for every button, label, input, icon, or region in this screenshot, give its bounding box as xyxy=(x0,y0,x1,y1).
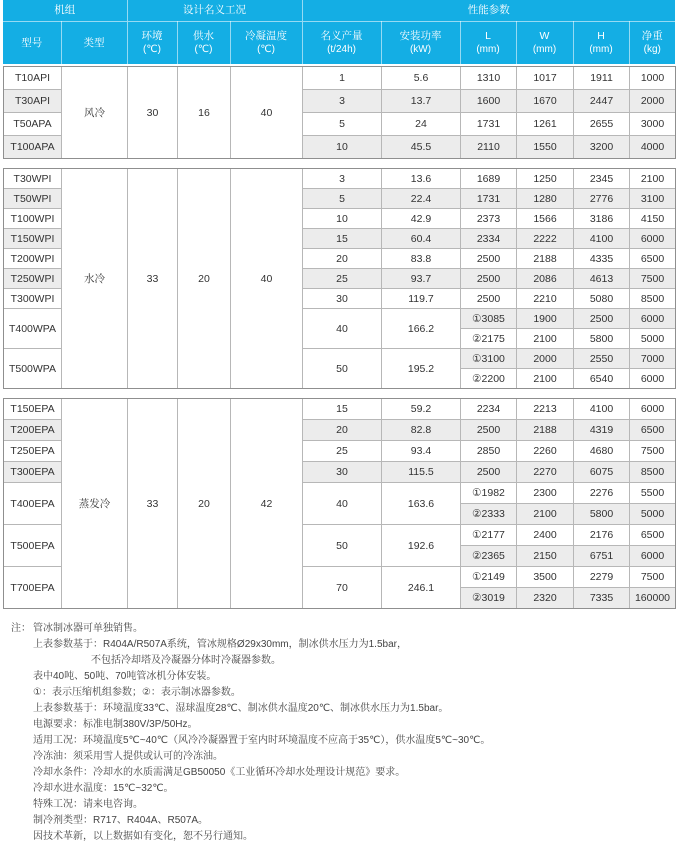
capacity-cell: 70 xyxy=(303,567,382,609)
note-text: 因技术革新，以上数据如有变化，恕不另行通知。 xyxy=(33,831,253,842)
spec-section-table xyxy=(3,168,676,389)
column-header-label: L xyxy=(485,30,491,43)
column-header xyxy=(302,22,381,65)
note-text: 上表参数基于：环境温度33℃、湿球温度28℃、制冰供水温度20℃、制冰供水压力为1.5bar。 xyxy=(33,703,449,714)
model-cell: T400WPA xyxy=(4,309,62,349)
model-cell: T30WPI xyxy=(4,169,62,189)
table-row xyxy=(4,399,676,420)
power-cell: 24 xyxy=(382,113,461,136)
note-line xyxy=(11,717,675,733)
note-text: 管冰制冰器可单独销售。 xyxy=(33,623,143,634)
type-cell: 风冷 xyxy=(62,67,128,159)
net-weight-cell: 7500 xyxy=(630,567,676,588)
net-weight-cell: 2000 xyxy=(630,90,676,113)
net-weight-cell: 5000 xyxy=(630,329,676,349)
height-cell: 4100 xyxy=(574,229,630,249)
supply-water-temp-cell: 16 xyxy=(178,67,231,159)
net-weight-cell: 160000 xyxy=(630,588,676,609)
net-weight-cell: 6500 xyxy=(630,420,676,441)
header-group-cell: 性能参数 xyxy=(302,0,675,22)
model-cell: T500EPA xyxy=(4,525,62,567)
width-cell: 2222 xyxy=(517,229,574,249)
power-cell: 119.7 xyxy=(382,289,461,309)
width-cell: 2086 xyxy=(517,269,574,289)
model-cell: T100APA xyxy=(4,136,62,159)
column-header-label: 冷凝温度 xyxy=(245,30,287,43)
power-cell: 192.6 xyxy=(382,525,461,567)
capacity-cell: 5 xyxy=(303,113,382,136)
net-weight-cell: 6000 xyxy=(630,309,676,329)
power-cell: 93.4 xyxy=(382,441,461,462)
column-header xyxy=(3,22,61,65)
model-cell: T30API xyxy=(4,90,62,113)
header-group-cell: 机组 xyxy=(3,0,127,22)
net-weight-cell: 4000 xyxy=(630,136,676,159)
column-header xyxy=(61,22,127,65)
column-header-unit: (kW) xyxy=(409,44,432,56)
height-cell: 2276 xyxy=(574,483,630,504)
height-cell: 6540 xyxy=(574,369,630,389)
length-cell: ①1982 xyxy=(461,483,517,504)
capacity-cell: 10 xyxy=(303,136,382,159)
model-cell: T150WPI xyxy=(4,229,62,249)
length-cell: 2334 xyxy=(461,229,517,249)
column-header-unit: (kg) xyxy=(643,44,661,56)
length-cell: ①3085 xyxy=(461,309,517,329)
net-weight-cell: 6000 xyxy=(630,369,676,389)
note-text: 制冷剂类型：R717、R404A、R507A。 xyxy=(33,815,209,826)
note-prefix-label: 注： xyxy=(11,623,31,634)
length-cell: ②3019 xyxy=(461,588,517,609)
height-cell: 2345 xyxy=(574,169,630,189)
length-cell: ①2149 xyxy=(461,567,517,588)
power-cell: 59.2 xyxy=(382,399,461,420)
width-cell: 2260 xyxy=(517,441,574,462)
column-header xyxy=(127,22,177,65)
column-header-label: W xyxy=(539,30,550,43)
column-header-unit: (t/24h) xyxy=(327,44,356,56)
length-cell: ②2365 xyxy=(461,546,517,567)
length-cell: 2500 xyxy=(461,462,517,483)
width-cell: 2188 xyxy=(517,249,574,269)
spec-section-table xyxy=(3,398,676,609)
column-header-unit: (℃) xyxy=(257,44,275,56)
model-cell: T150EPA xyxy=(4,399,62,420)
capacity-cell: 40 xyxy=(303,483,382,525)
net-weight-cell: 3000 xyxy=(630,113,676,136)
width-cell: 1250 xyxy=(517,169,574,189)
power-cell: 83.8 xyxy=(382,249,461,269)
length-cell: ①2177 xyxy=(461,525,517,546)
net-weight-cell: 5500 xyxy=(630,483,676,504)
spec-table-sections xyxy=(3,66,675,609)
column-header-label: 净重 xyxy=(641,30,663,43)
note-text: 上表参数基于：R404A/R507A系统，管冰规格Ø29x30mm，制冰供水压力为1.5bar， xyxy=(33,639,407,650)
net-weight-cell: 6000 xyxy=(630,399,676,420)
height-cell: 5800 xyxy=(574,504,630,525)
height-cell: 5800 xyxy=(574,329,630,349)
width-cell: 2100 xyxy=(517,329,574,349)
capacity-cell: 25 xyxy=(303,269,382,289)
note-text: 电源要求：标准电制380V/3P/50Hz。 xyxy=(33,719,198,730)
length-cell: 2500 xyxy=(461,269,517,289)
capacity-cell: 50 xyxy=(303,349,382,389)
width-cell: 2150 xyxy=(517,546,574,567)
net-weight-cell: 3100 xyxy=(630,189,676,209)
height-cell: 6751 xyxy=(574,546,630,567)
note-text: 表中40吨、50吨、70吨管冰机分体安装。 xyxy=(33,671,217,682)
length-cell: 1731 xyxy=(461,113,517,136)
capacity-cell: 3 xyxy=(303,169,382,189)
height-cell: 7335 xyxy=(574,588,630,609)
width-cell: 2188 xyxy=(517,420,574,441)
model-cell: T200EPA xyxy=(4,420,62,441)
net-weight-cell: 1000 xyxy=(630,67,676,90)
net-weight-cell: 8500 xyxy=(630,289,676,309)
power-cell: 246.1 xyxy=(382,567,461,609)
model-cell: T400EPA xyxy=(4,483,62,525)
column-header-label: H xyxy=(597,30,605,43)
length-cell: 2500 xyxy=(461,249,517,269)
model-cell: T10API xyxy=(4,67,62,90)
type-cell: 水冷 xyxy=(62,169,128,389)
ambient-temp-cell: 33 xyxy=(128,169,178,389)
length-cell: 1731 xyxy=(461,189,517,209)
model-cell: T50WPI xyxy=(4,189,62,209)
header-group-cell: 设计名义工况 xyxy=(127,0,302,22)
power-cell: 5.6 xyxy=(382,67,461,90)
note-line xyxy=(11,765,675,781)
length-cell: ②2175 xyxy=(461,329,517,349)
footnotes xyxy=(3,621,675,845)
length-cell: ②2333 xyxy=(461,504,517,525)
column-header xyxy=(573,22,629,65)
net-weight-cell: 6000 xyxy=(630,546,676,567)
length-cell: 2234 xyxy=(461,399,517,420)
note-line xyxy=(11,621,675,637)
power-cell: 45.5 xyxy=(382,136,461,159)
condensing-temp-cell: 40 xyxy=(231,67,303,159)
width-cell: 1566 xyxy=(517,209,574,229)
height-cell: 2447 xyxy=(574,90,630,113)
width-cell: 2213 xyxy=(517,399,574,420)
column-header-label: 供水 xyxy=(193,30,214,43)
power-cell: 93.7 xyxy=(382,269,461,289)
model-cell: T50APA xyxy=(4,113,62,136)
note-text: 特殊工况：请来电咨询。 xyxy=(33,799,143,810)
column-header xyxy=(460,22,516,65)
capacity-cell: 1 xyxy=(303,67,382,90)
note-line xyxy=(11,637,675,653)
width-cell: 1900 xyxy=(517,309,574,329)
net-weight-cell: 5000 xyxy=(630,504,676,525)
width-cell: 1261 xyxy=(517,113,574,136)
width-cell: 2300 xyxy=(517,483,574,504)
column-header-label: 类型 xyxy=(83,36,105,49)
net-weight-cell: 6000 xyxy=(630,229,676,249)
note-text: ①：表示压缩机组参数；②：表示制冰器参数。 xyxy=(33,687,241,698)
model-cell: T700EPA xyxy=(4,567,62,609)
capacity-cell: 25 xyxy=(303,441,382,462)
column-header-label: 名义产量 xyxy=(320,30,363,43)
net-weight-cell: 4150 xyxy=(630,209,676,229)
capacity-cell: 40 xyxy=(303,309,382,349)
model-cell: T300WPI xyxy=(4,289,62,309)
width-cell: 2000 xyxy=(517,349,574,369)
column-header-label: 环境 xyxy=(141,30,163,43)
net-weight-cell: 2100 xyxy=(630,169,676,189)
capacity-cell: 30 xyxy=(303,462,382,483)
condensing-temp-cell: 40 xyxy=(231,169,303,389)
condensing-temp-cell: 42 xyxy=(231,399,303,609)
note-line xyxy=(11,813,675,829)
height-cell: 4100 xyxy=(574,399,630,420)
capacity-cell: 20 xyxy=(303,420,382,441)
net-weight-cell: 7000 xyxy=(630,349,676,369)
header-group-row xyxy=(3,0,675,22)
height-cell: 4319 xyxy=(574,420,630,441)
net-weight-cell: 6500 xyxy=(630,249,676,269)
ambient-temp-cell: 33 xyxy=(128,399,178,609)
column-header-unit: (mm) xyxy=(589,44,613,56)
width-cell: 2400 xyxy=(517,525,574,546)
length-cell: 1600 xyxy=(461,90,517,113)
height-cell: 4335 xyxy=(574,249,630,269)
net-weight-cell: 7500 xyxy=(630,269,676,289)
table-row xyxy=(4,169,676,189)
note-line xyxy=(11,653,675,669)
note-line xyxy=(11,797,675,813)
note-line xyxy=(11,829,675,845)
note-line xyxy=(11,749,675,765)
length-cell: 1310 xyxy=(461,67,517,90)
power-cell: 166.2 xyxy=(382,309,461,349)
supply-water-temp-cell: 20 xyxy=(178,169,231,389)
spec-section-table xyxy=(3,66,676,159)
power-cell: 22.4 xyxy=(382,189,461,209)
capacity-cell: 15 xyxy=(303,399,382,420)
column-header xyxy=(230,22,302,65)
model-cell: T100WPI xyxy=(4,209,62,229)
width-cell: 2270 xyxy=(517,462,574,483)
supply-water-temp-cell: 20 xyxy=(178,399,231,609)
model-cell: T250EPA xyxy=(4,441,62,462)
width-cell: 3500 xyxy=(517,567,574,588)
model-cell: T200WPI xyxy=(4,249,62,269)
capacity-cell: 3 xyxy=(303,90,382,113)
width-cell: 1550 xyxy=(517,136,574,159)
length-cell: 2500 xyxy=(461,420,517,441)
width-cell: 2320 xyxy=(517,588,574,609)
column-header-unit: (mm) xyxy=(532,44,557,56)
height-cell: 2776 xyxy=(574,189,630,209)
column-header-label: 安装功率 xyxy=(399,30,442,43)
net-weight-cell: 7500 xyxy=(630,441,676,462)
note-line xyxy=(11,733,675,749)
note-text: 冷却水条件：冷却水的水质需满足GB50050《工业循环冷却水处理设计规范》要求。 xyxy=(33,767,406,778)
column-header xyxy=(381,22,460,65)
width-cell: 1670 xyxy=(517,90,574,113)
column-header-label: 型号 xyxy=(21,36,43,49)
length-cell: 2850 xyxy=(461,441,517,462)
width-cell: 2100 xyxy=(517,504,574,525)
header-column-row xyxy=(3,22,675,65)
note-line xyxy=(11,685,675,701)
height-cell: 4613 xyxy=(574,269,630,289)
width-cell: 1280 xyxy=(517,189,574,209)
height-cell: 2176 xyxy=(574,525,630,546)
column-header xyxy=(629,22,675,65)
column-header xyxy=(516,22,573,65)
length-cell: 1689 xyxy=(461,169,517,189)
table-row xyxy=(4,67,676,90)
power-cell: 13.6 xyxy=(382,169,461,189)
capacity-cell: 15 xyxy=(303,229,382,249)
note-line xyxy=(11,781,675,797)
height-cell: 3200 xyxy=(574,136,630,159)
net-weight-cell: 8500 xyxy=(630,462,676,483)
column-header-unit: (℃) xyxy=(194,44,213,56)
model-cell: T500WPA xyxy=(4,349,62,389)
width-cell: 1017 xyxy=(517,67,574,90)
power-cell: 163.6 xyxy=(382,483,461,525)
power-cell: 13.7 xyxy=(382,90,461,113)
width-cell: 2100 xyxy=(517,369,574,389)
length-cell: ②2200 xyxy=(461,369,517,389)
length-cell: 2373 xyxy=(461,209,517,229)
note-text: 不包括冷却塔及冷凝器分体时冷凝器参数。 xyxy=(91,655,281,666)
power-cell: 60.4 xyxy=(382,229,461,249)
type-cell: 蒸发冷 xyxy=(62,399,128,609)
net-weight-cell: 6500 xyxy=(630,525,676,546)
length-cell: ①3100 xyxy=(461,349,517,369)
note-text: 冷却水进水温度：15℃~32℃。 xyxy=(33,783,174,794)
height-cell: 3186 xyxy=(574,209,630,229)
height-cell: 6075 xyxy=(574,462,630,483)
length-cell: 2500 xyxy=(461,289,517,309)
column-header-unit: (℃) xyxy=(143,44,161,56)
height-cell: 2500 xyxy=(574,309,630,329)
capacity-cell: 10 xyxy=(303,209,382,229)
capacity-cell: 5 xyxy=(303,189,382,209)
spec-table-header xyxy=(3,0,675,64)
ambient-temp-cell: 30 xyxy=(128,67,178,159)
model-cell: T250WPI xyxy=(4,269,62,289)
capacity-cell: 20 xyxy=(303,249,382,269)
note-text: 适用工况：环境温度5℃~40℃（风冷冷凝器置于室内时环境温度不应高于35℃），供水温度5℃~30℃。 xyxy=(33,735,491,746)
width-cell: 2210 xyxy=(517,289,574,309)
model-cell: T300EPA xyxy=(4,462,62,483)
power-cell: 195.2 xyxy=(382,349,461,389)
note-text: 冷冻油：须采用雪人提供或认可的冷冻油。 xyxy=(33,751,223,762)
power-cell: 115.5 xyxy=(382,462,461,483)
height-cell: 5080 xyxy=(574,289,630,309)
power-cell: 42.9 xyxy=(382,209,461,229)
note-line xyxy=(11,701,675,717)
column-header xyxy=(177,22,230,65)
height-cell: 4680 xyxy=(574,441,630,462)
height-cell: 1911 xyxy=(574,67,630,90)
note-line xyxy=(11,669,675,685)
capacity-cell: 50 xyxy=(303,525,382,567)
length-cell: 2110 xyxy=(461,136,517,159)
height-cell: 2550 xyxy=(574,349,630,369)
power-cell: 82.8 xyxy=(382,420,461,441)
height-cell: 2279 xyxy=(574,567,630,588)
capacity-cell: 30 xyxy=(303,289,382,309)
column-header-unit: (mm) xyxy=(476,44,500,56)
height-cell: 2655 xyxy=(574,113,630,136)
